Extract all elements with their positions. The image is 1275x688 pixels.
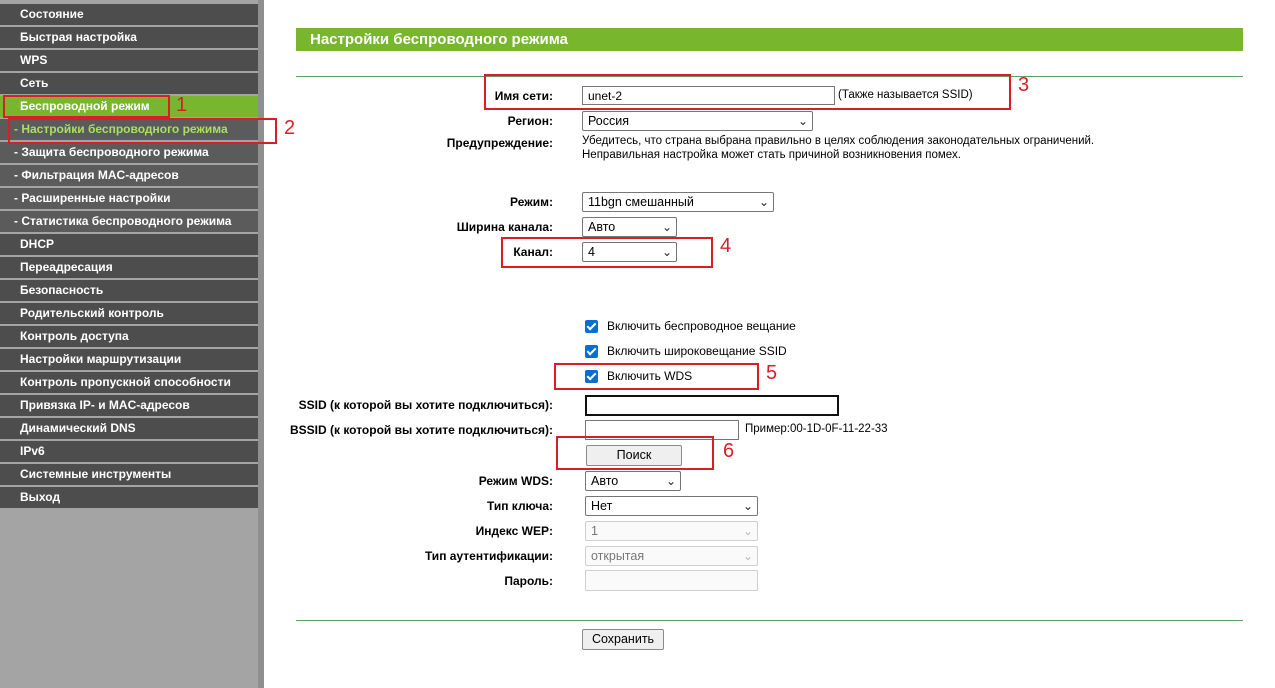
divider-bottom	[296, 620, 1243, 621]
sidebar-item-ddns[interactable]: Динамический DNS	[0, 418, 258, 439]
wep-index-label: Индекс WEP:	[475, 524, 553, 538]
chevron-down-icon: ⌄	[797, 114, 808, 128]
region-label: Регион:	[507, 114, 553, 128]
sidebar-item-wps[interactable]: WPS	[0, 50, 258, 71]
search-button[interactable]: Поиск	[586, 445, 682, 466]
sidebar-item-mac-filtering[interactable]: - Фильтрация MAC-адресов	[0, 165, 258, 186]
sidebar-item-wireless[interactable]: Беспроводной режим	[0, 96, 258, 117]
ssid-label: Имя сети:	[494, 89, 553, 103]
sidebar-item-status[interactable]: Состояние	[0, 4, 258, 25]
warning-text-line1: Убедитесь, что страна выбрана правильно в целях соблюдения законодательных ограничений.	[582, 135, 1095, 147]
chevron-down-icon: ⌄	[758, 195, 769, 209]
sidebar-item-forwarding[interactable]: Переадресация	[0, 257, 258, 278]
sidebar-item-parental-control[interactable]: Родительский контроль	[0, 303, 258, 324]
annotation-number-1: 1	[176, 94, 188, 116]
ssid-note: (Также называется SSID)	[838, 89, 973, 101]
channel-value: 4	[588, 245, 595, 259]
sidebar-item-wireless-stats[interactable]: - Статистика беспроводного режима	[0, 211, 258, 232]
sidebar-item-advanced[interactable]: - Расширенные настройки	[0, 188, 258, 209]
warning-text-line2: Неправильная настройка может стать причиной возникновения помех.	[582, 149, 961, 161]
channel-width-select[interactable]	[582, 217, 677, 237]
wds-ssid-input[interactable]	[585, 395, 839, 416]
annotation-box-6	[556, 436, 714, 470]
chevron-down-icon: ⌄	[665, 474, 676, 488]
chevron-down-icon: ⌄	[742, 524, 753, 538]
auth-type-value: открытая	[591, 549, 645, 563]
wds-mode-label: Режим WDS:	[478, 474, 553, 488]
channel-width-label: Ширина канала:	[456, 220, 553, 234]
wireless-broadcast-label: Включить беспроводное вещание	[607, 319, 796, 333]
wds-bssid-label: BSSID (к которой вы хотите подключиться):	[289, 423, 553, 437]
chevron-down-icon: ⌄	[661, 220, 672, 234]
annotation-box-3	[484, 74, 1011, 110]
sidebar-item-wireless-security[interactable]: - Защита беспроводного режима	[0, 142, 258, 163]
wds-mode-select[interactable]	[585, 471, 681, 491]
annotation-box-1	[3, 95, 170, 118]
sidebar-item-routing[interactable]: Настройки маршрутизации	[0, 349, 258, 370]
mode-select[interactable]	[582, 192, 774, 212]
key-type-label: Тип ключа:	[486, 499, 553, 513]
annotation-number-2: 2	[284, 117, 296, 139]
bssid-example: Пример:00-1D-0F-11-22-33	[745, 423, 888, 435]
sidebar-item-quick-setup[interactable]: Быстрая настройка	[0, 27, 258, 48]
chevron-down-icon: ⌄	[661, 245, 672, 259]
channel-label: Канал:	[513, 245, 553, 259]
wep-index-select[interactable]	[585, 521, 758, 541]
page-title: Настройки беспроводного режима	[296, 28, 1243, 51]
sidebar-edge	[258, 0, 264, 688]
ssid-broadcast-checkbox[interactable]	[585, 345, 598, 358]
wds-label: Включить WDS	[607, 369, 693, 383]
wds-ssid-label: SSID (к которой вы хотите подключиться):	[298, 398, 553, 412]
chevron-down-icon: ⌄	[742, 549, 753, 563]
annotation-number-6: 6	[723, 440, 735, 462]
sidebar-item-bandwidth[interactable]: Контроль пропускной способности	[0, 372, 258, 393]
sidebar-item-ip-mac-binding[interactable]: Привязка IP- и MAC-адресов	[0, 395, 258, 416]
wep-index-value: 1	[591, 524, 598, 538]
annotation-number-3: 3	[1018, 74, 1030, 96]
sidebar-item-wireless-settings[interactable]: - Настройки беспроводного режима	[0, 119, 258, 140]
annotation-box-5	[554, 363, 759, 390]
ssid-broadcast-label: Включить широковещание SSID	[607, 344, 787, 358]
mode-label: Режим:	[510, 195, 553, 209]
auth-type-select[interactable]	[585, 546, 758, 566]
sidebar-item-dhcp[interactable]: DHCP	[0, 234, 258, 255]
key-type-value: Нет	[591, 499, 613, 513]
sidebar-item-access-control[interactable]: Контроль доступа	[0, 326, 258, 347]
chevron-down-icon: ⌄	[742, 499, 753, 513]
channel-width-value: Авто	[588, 220, 616, 234]
annotation-number-4: 4	[720, 235, 732, 257]
sidebar-item-network[interactable]: Сеть	[0, 73, 258, 94]
sidebar-item-ipv6[interactable]: IPv6	[0, 441, 258, 462]
annotation-number-5: 5	[766, 362, 778, 384]
password-input[interactable]	[585, 570, 758, 591]
wds-mode-value: Авто	[591, 474, 619, 488]
region-select[interactable]	[582, 111, 813, 131]
mode-value: 11bgn смешанный	[588, 195, 694, 209]
key-type-select[interactable]	[585, 496, 758, 516]
warning-label: Предупреждение:	[446, 136, 553, 150]
password-label: Пароль:	[504, 574, 553, 588]
sidebar-item-system-tools[interactable]: Системные инструменты	[0, 464, 258, 485]
region-value: Россия	[588, 114, 629, 128]
annotation-box-2	[8, 118, 277, 144]
sidebar-item-logout[interactable]: Выход	[0, 487, 258, 508]
auth-type-label: Тип аутентификации:	[424, 549, 553, 563]
save-button[interactable]: Сохранить	[582, 629, 664, 650]
annotation-box-4	[501, 237, 713, 268]
sidebar-item-security[interactable]: Безопасность	[0, 280, 258, 301]
wireless-broadcast-checkbox[interactable]	[585, 320, 598, 333]
